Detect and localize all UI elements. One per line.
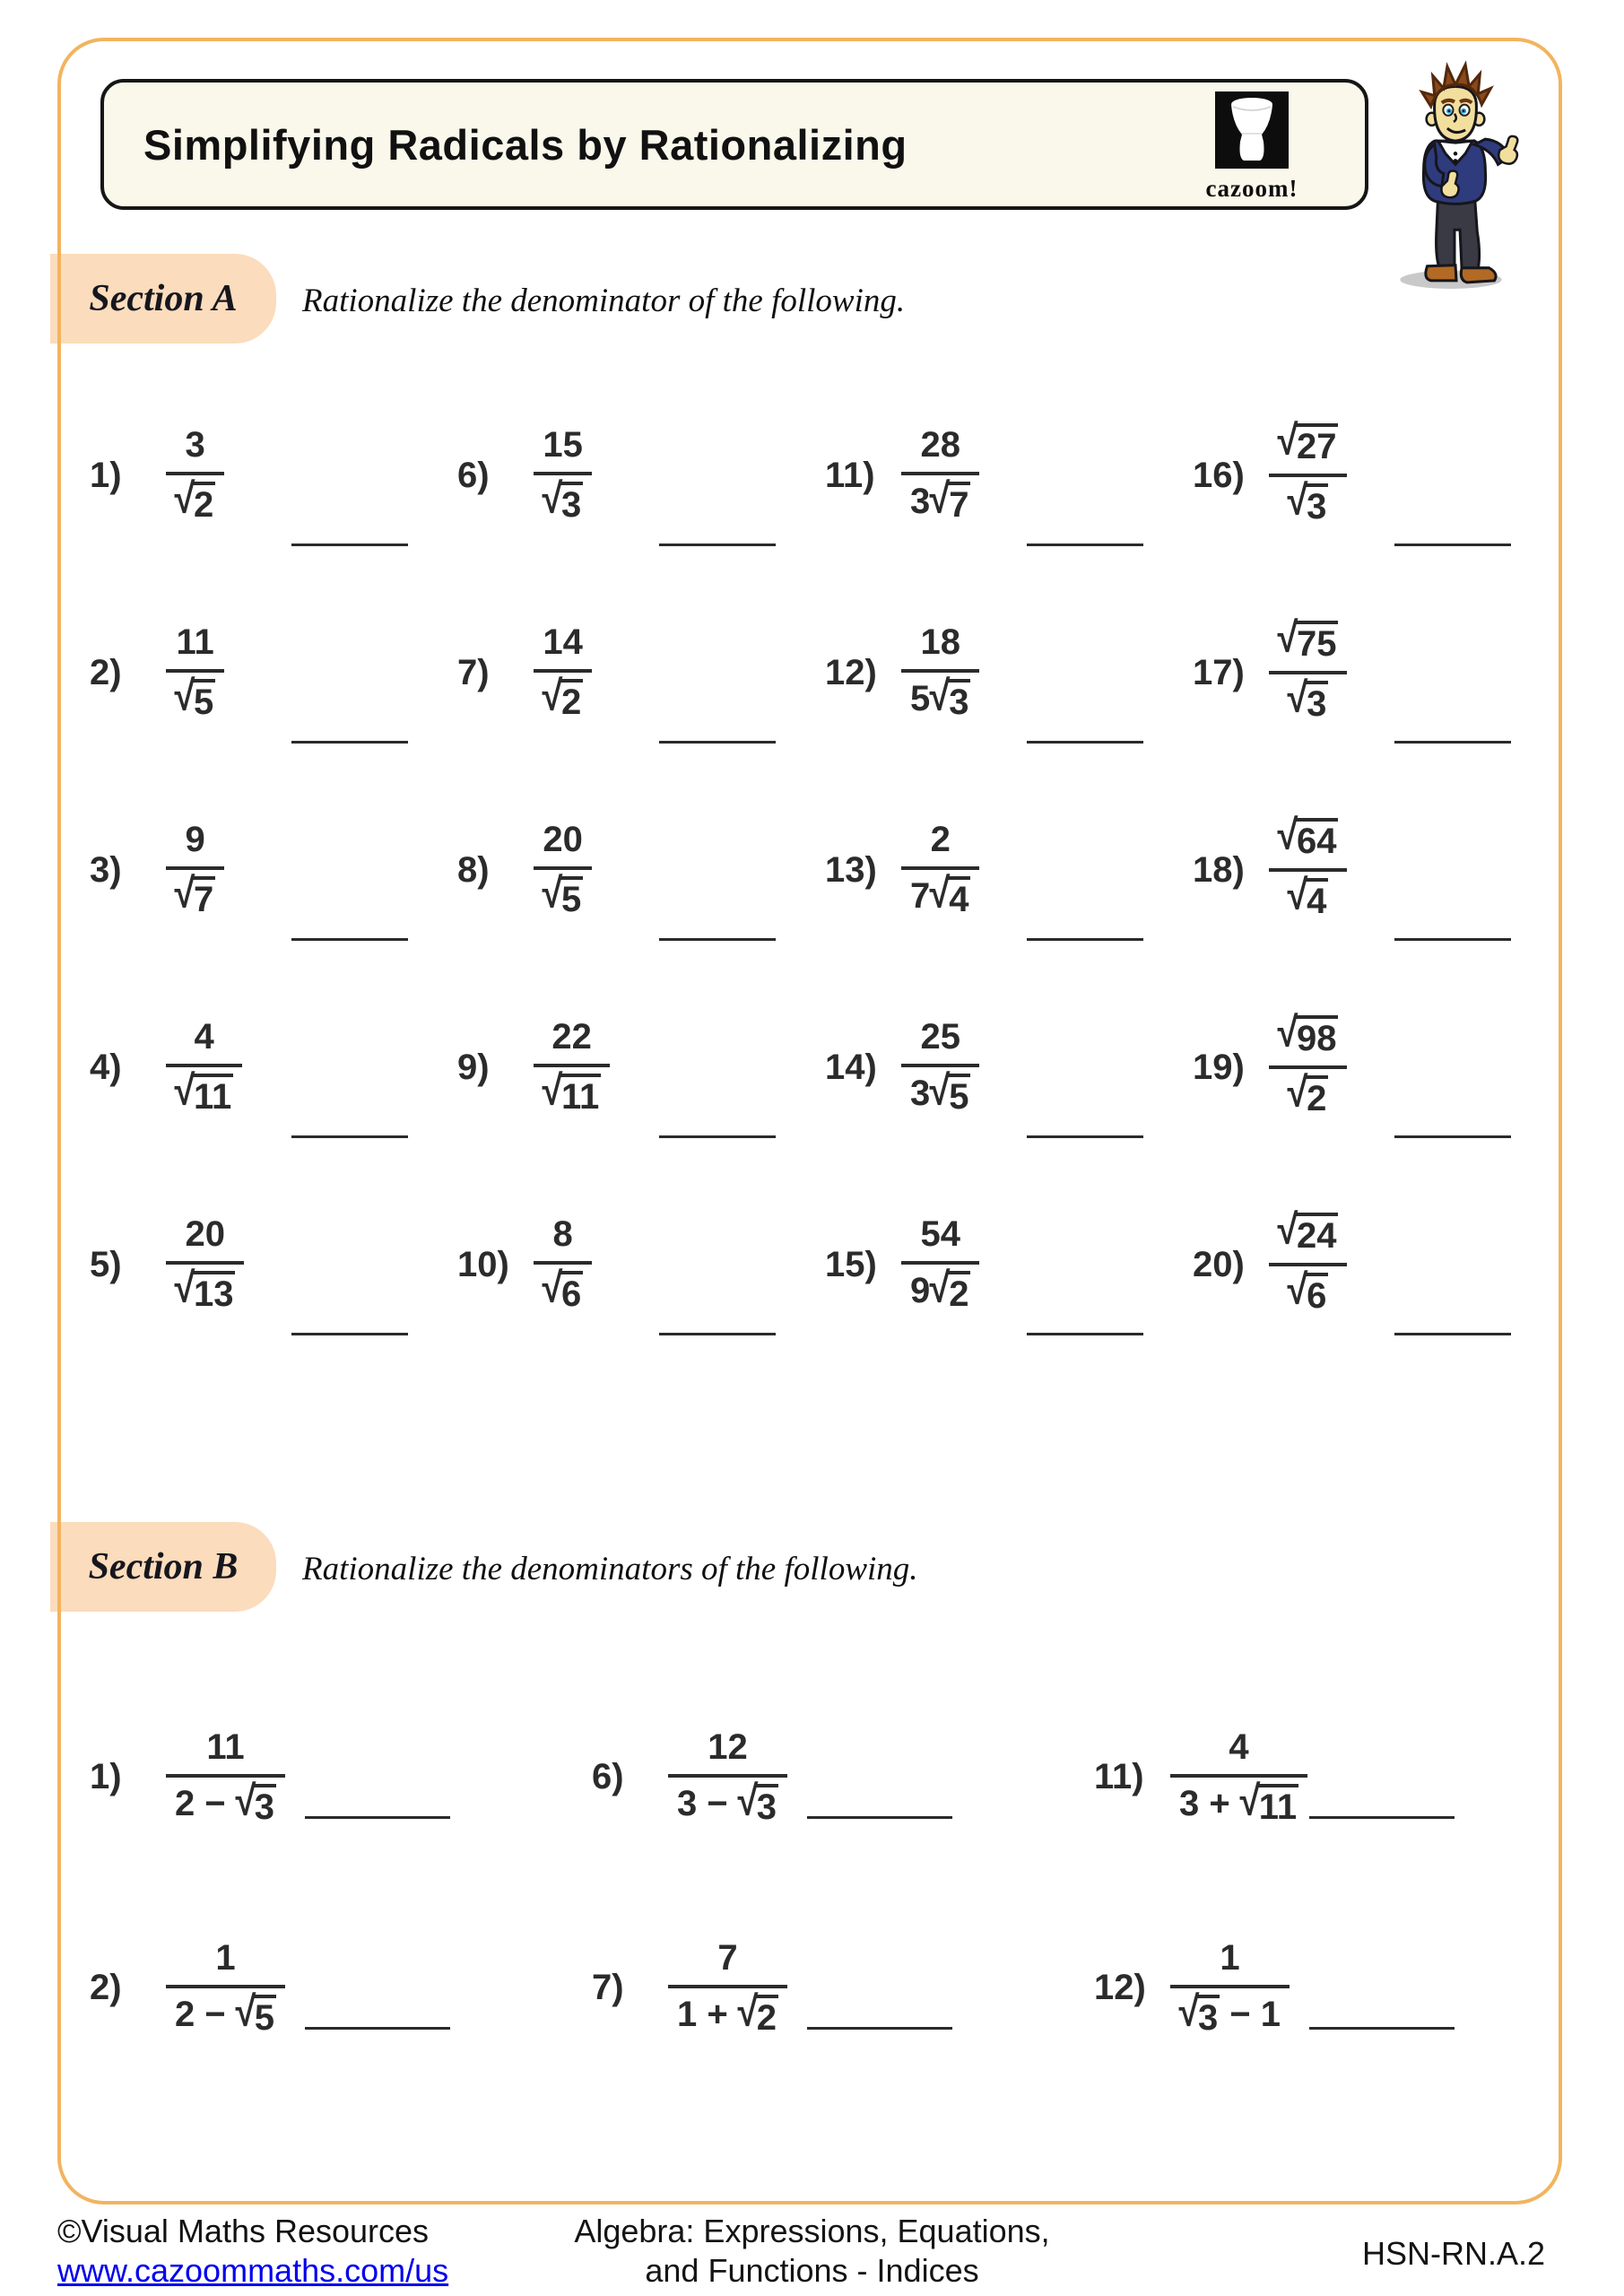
fraction-denominator: 1 + √ 2 <box>668 1985 787 2039</box>
radical-sign: √ <box>174 673 195 720</box>
fraction-denominator <box>1269 671 1347 725</box>
sqrt-expression: √ 4 <box>930 876 970 920</box>
problem-fraction <box>1170 1727 1307 1828</box>
sqrt-expression: √ 5 <box>543 876 583 920</box>
problem-fraction <box>534 1214 592 1315</box>
problem <box>825 771 1193 969</box>
answer-line <box>305 1816 450 1819</box>
answer-line <box>291 544 408 546</box>
fraction-denominator: 2 − √ 3 <box>166 1774 285 1828</box>
problem-fraction <box>901 425 979 526</box>
category-line-2: and Functions - Indices <box>645 2251 979 2289</box>
answer-line <box>1394 741 1511 744</box>
radical-sign: √ <box>542 1067 563 1115</box>
sqrt-expression: √ 3 <box>1179 1995 1220 2039</box>
fraction-denominator <box>534 866 592 920</box>
answer-line <box>1394 1135 1511 1138</box>
fraction-numerator: 7 <box>717 1937 738 1978</box>
fraction-numerator: 3 <box>185 425 205 465</box>
problem-number: 13) <box>825 849 877 890</box>
fraction-denominator <box>534 1064 610 1118</box>
radical-sign: √ <box>929 673 951 720</box>
sqrt-expression: √ 64 <box>1278 818 1338 862</box>
fraction-denominator <box>1269 1065 1347 1119</box>
fraction-numerator: 11 <box>206 1726 245 1767</box>
sqrt-expression: √ 3 <box>1288 483 1328 527</box>
fraction-numerator: 20 <box>185 1214 225 1255</box>
problem-fraction <box>534 1017 610 1118</box>
problem-fraction <box>1269 614 1347 725</box>
problem-fraction <box>901 1214 979 1315</box>
fraction-denominator <box>1269 1263 1347 1317</box>
sqrt-expression: √ 3 <box>543 482 583 526</box>
answer-line <box>659 741 776 744</box>
fraction-numerator: 1 <box>215 1937 236 1978</box>
answer-line <box>291 741 408 744</box>
problem <box>90 1166 457 1363</box>
answer-line <box>291 1135 408 1138</box>
fraction-numerator: 12 <box>708 1726 748 1767</box>
radical-sign: √ <box>1287 1266 1308 1314</box>
fraction-numerator: 2 <box>930 820 951 860</box>
problem <box>90 969 457 1166</box>
answer-line <box>1027 544 1143 546</box>
problem <box>457 771 825 969</box>
problem-number: 6) <box>457 455 490 495</box>
sqrt-expression: √ 5 <box>236 1995 276 2039</box>
fraction-numerator: 4 <box>194 1017 214 1057</box>
answer-line <box>1394 544 1511 546</box>
problem-number: 10) <box>457 1244 509 1284</box>
sqrt-expression: √ 7 <box>930 482 970 526</box>
fraction-numerator: 20 <box>543 820 583 860</box>
category-line-1: Algebra: Expressions, Equations, <box>574 2213 1050 2249</box>
fraction-numerator: 9 <box>185 820 205 860</box>
problem-number: 5) <box>90 1244 122 1284</box>
sqrt-expression: √ 3 <box>1288 681 1328 725</box>
standard-code: HSN-RN.A.2 <box>1361 2235 1545 2272</box>
problem <box>1094 1901 1596 2112</box>
section-a-instruction: Rationalize the denominator of the following. <box>302 283 906 319</box>
problem-fraction <box>668 1727 787 1828</box>
website-link[interactable]: www.cazoommaths.com/us <box>57 2251 449 2289</box>
fraction-denominator: 3 √ 5 <box>901 1064 979 1118</box>
title-box <box>100 79 1368 210</box>
radical-sign: √ <box>1178 1987 1200 2035</box>
fraction-numerator <box>1269 417 1347 474</box>
problem-number: 15) <box>825 1244 877 1284</box>
fraction-denominator <box>166 1261 244 1315</box>
problem <box>1193 969 1560 1166</box>
section-b-problems <box>90 1691 1596 2112</box>
radical-sign: √ <box>542 475 563 523</box>
sqrt-expression: √ 3 <box>236 1784 276 1828</box>
problem-fraction <box>534 425 592 526</box>
problem-number: 1) <box>90 1757 122 1796</box>
fraction-denominator <box>534 1261 592 1315</box>
problem <box>90 377 457 574</box>
sqrt-expression: √ 2 <box>1288 1075 1328 1119</box>
page-title: Simplifying Radicals by Rationalizing <box>143 120 908 169</box>
problem-fraction <box>668 1938 787 2039</box>
fraction-denominator: 2 − √ 5 <box>166 1985 285 2039</box>
fraction-numerator: 54 <box>920 1214 960 1255</box>
problem <box>90 771 457 969</box>
sqrt-expression: √ 3 <box>738 1784 778 1828</box>
problem-fraction <box>1269 1009 1347 1119</box>
radical-sign: √ <box>929 1265 951 1312</box>
fraction-numerator: 11 <box>176 622 214 663</box>
sqrt-expression: √ 5 <box>175 679 215 723</box>
problem <box>592 1691 1094 1901</box>
radical-sign: √ <box>542 673 563 720</box>
fraction-denominator <box>166 866 224 920</box>
problem <box>825 969 1193 1166</box>
sqrt-expression: √ 11 <box>543 1074 601 1118</box>
problem <box>1193 574 1560 771</box>
problem-fraction <box>1170 1938 1290 2039</box>
fraction-denominator <box>166 1064 242 1118</box>
section-a-problems <box>90 377 1560 1363</box>
problem-number: 2) <box>90 652 122 692</box>
problem-fraction <box>901 1017 979 1118</box>
problem <box>1193 377 1560 574</box>
problem-number: 19) <box>1193 1047 1245 1087</box>
problem <box>1193 771 1560 969</box>
answer-line <box>659 938 776 941</box>
sqrt-expression: √ 2 <box>738 1995 778 2039</box>
sqrt-expression: √ 27 <box>1278 423 1338 467</box>
fraction-denominator: 7 √ 4 <box>901 866 979 920</box>
problem <box>825 574 1193 771</box>
sqrt-expression: √ 6 <box>543 1271 583 1315</box>
fraction-numerator <box>1269 1009 1347 1065</box>
fraction-numerator: 18 <box>920 622 960 663</box>
problem <box>825 1166 1193 1363</box>
section-b-badge-label: Section B <box>88 1546 239 1587</box>
radical-sign: √ <box>929 870 951 918</box>
sqrt-expression: √ 98 <box>1278 1015 1338 1059</box>
radical-sign: √ <box>174 475 195 523</box>
problem-number: 17) <box>1193 652 1245 692</box>
answer-line <box>1394 1333 1511 1335</box>
problem-fraction <box>166 1727 285 1828</box>
fraction-denominator: 5 √ 3 <box>901 669 979 723</box>
problem-number: 11) <box>1094 1757 1144 1796</box>
answer-line <box>1027 741 1143 744</box>
problem-number: 11) <box>825 455 875 495</box>
radical-sign: √ <box>1277 812 1298 859</box>
problem-fraction <box>166 425 224 526</box>
radical-sign: √ <box>174 870 195 918</box>
fraction-numerator: 22 <box>551 1017 592 1057</box>
sqrt-expression: √ 4 <box>1288 878 1328 922</box>
problem <box>90 574 457 771</box>
sqrt-expression: √ 2 <box>930 1271 970 1315</box>
answer-line <box>291 938 408 941</box>
problem-fraction <box>534 622 592 723</box>
answer-line <box>807 2027 952 2030</box>
problem-fraction <box>534 820 592 920</box>
problem-fraction <box>1269 1206 1347 1317</box>
problem-fraction <box>901 622 979 723</box>
problem <box>825 377 1193 574</box>
problem-number: 1) <box>90 455 122 495</box>
djembe-drum-icon <box>1215 91 1289 173</box>
sqrt-expression: √ 24 <box>1278 1213 1338 1257</box>
fraction-denominator <box>1269 474 1347 527</box>
radical-sign: √ <box>737 1777 759 1824</box>
fraction-denominator <box>534 472 592 526</box>
problem-number: 9) <box>457 1047 490 1087</box>
problem <box>457 574 825 771</box>
fraction-denominator: 3 + √ 11 <box>1170 1774 1307 1828</box>
radical-sign: √ <box>1277 1206 1298 1254</box>
problem-fraction <box>166 1938 285 2039</box>
radical-sign: √ <box>1277 614 1298 662</box>
fraction-numerator: 4 <box>1229 1726 1249 1767</box>
problem <box>90 1691 592 1901</box>
fraction-numerator: 25 <box>920 1017 960 1057</box>
problem-number: 8) <box>457 849 490 890</box>
problem <box>457 377 825 574</box>
answer-line <box>1027 938 1143 941</box>
fraction-numerator <box>1269 614 1347 671</box>
radical-sign: √ <box>929 475 951 523</box>
problem <box>457 969 825 1166</box>
problem <box>90 1901 592 2112</box>
problem-number: 7) <box>592 1968 624 2007</box>
sqrt-expression: √ 11 <box>175 1074 233 1118</box>
radical-sign: √ <box>1287 1069 1308 1117</box>
sqrt-expression: √ 2 <box>175 482 215 526</box>
sqrt-expression: √ 6 <box>1288 1273 1328 1317</box>
problem-number: 18) <box>1193 849 1245 890</box>
radical-sign: √ <box>1277 417 1298 465</box>
problem-fraction <box>166 1214 244 1315</box>
fraction-denominator: 3 − √ 3 <box>668 1774 787 1828</box>
fraction-denominator <box>1269 868 1347 922</box>
sqrt-expression: √ 75 <box>1278 621 1338 665</box>
problem <box>592 1901 1094 2112</box>
logo-wordmark: cazoom! <box>1205 175 1298 202</box>
radical-sign: √ <box>174 1067 195 1115</box>
section-b-instruction: Rationalize the denominators of the following. <box>302 1551 918 1587</box>
problem-fraction <box>901 820 979 920</box>
fraction-numerator: 14 <box>543 622 583 663</box>
fraction-denominator <box>166 472 224 526</box>
sqrt-expression: √ 3 <box>930 679 970 723</box>
fraction-numerator <box>1269 812 1347 868</box>
radical-sign: √ <box>1239 1777 1261 1824</box>
radical-sign: √ <box>929 1067 951 1115</box>
problem-number: 16) <box>1193 455 1245 495</box>
radical-sign: √ <box>1277 1009 1298 1057</box>
fraction-denominator <box>534 669 592 723</box>
cazoom-logo <box>1180 91 1324 203</box>
radical-sign: √ <box>235 1777 256 1824</box>
sqrt-expression: √ 11 <box>1240 1784 1298 1828</box>
sqrt-expression: √ 7 <box>175 876 215 920</box>
answer-line <box>1309 1816 1455 1819</box>
radical-sign: √ <box>1287 477 1308 525</box>
fraction-numerator <box>1269 1206 1347 1263</box>
answer-line <box>1309 2027 1455 2030</box>
sqrt-expression: √ 2 <box>543 679 583 723</box>
problem <box>1193 1166 1560 1363</box>
problem-number: 4) <box>90 1047 122 1087</box>
fraction-numerator: 1 <box>1220 1937 1240 1978</box>
copyright-text: ©Visual Maths Resources <box>57 2213 430 2249</box>
problem <box>1094 1691 1596 1901</box>
problem-number: 3) <box>90 849 122 890</box>
sqrt-expression: √ 5 <box>930 1074 970 1118</box>
radical-sign: √ <box>1287 872 1308 919</box>
problem-fraction <box>166 1017 242 1118</box>
problem <box>457 1166 825 1363</box>
radical-sign: √ <box>1287 674 1308 722</box>
fraction-numerator: 15 <box>543 425 583 465</box>
fraction-denominator <box>166 669 224 723</box>
sqrt-expression: √ 13 <box>175 1271 235 1315</box>
answer-line <box>1027 1135 1143 1138</box>
problem-fraction <box>1269 812 1347 922</box>
fraction-denominator: 9 √ 2 <box>901 1261 979 1315</box>
answer-line <box>659 544 776 546</box>
radical-sign: √ <box>542 1265 563 1312</box>
answer-line <box>659 1333 776 1335</box>
problem-number: 12) <box>1094 1968 1146 2007</box>
answer-line <box>659 1135 776 1138</box>
answer-line <box>807 1816 952 1819</box>
fraction-numerator: 28 <box>920 425 960 465</box>
problem-number: 2) <box>90 1968 122 2007</box>
problem-fraction <box>1269 417 1347 527</box>
answer-line <box>1027 1333 1143 1335</box>
problem-number: 6) <box>592 1757 624 1796</box>
fraction-denominator: 3 √ 7 <box>901 472 979 526</box>
fraction-denominator: √ 3 − 1 <box>1170 1985 1290 2039</box>
answer-line <box>291 1333 408 1335</box>
problem-fraction <box>166 622 224 723</box>
radical-sign: √ <box>174 1265 195 1312</box>
problem-number: 12) <box>825 652 877 692</box>
radical-sign: √ <box>737 1987 759 2035</box>
radical-sign: √ <box>542 870 563 918</box>
problem-number: 7) <box>457 652 490 692</box>
section-a-badge-label: Section A <box>89 278 238 319</box>
problem-fraction <box>166 820 224 920</box>
radical-sign: √ <box>235 1987 256 2035</box>
answer-line <box>1394 938 1511 941</box>
problem-number: 20) <box>1193 1244 1245 1284</box>
fraction-numerator: 8 <box>552 1214 573 1255</box>
mascot-illustration <box>1386 52 1524 292</box>
answer-line <box>305 2027 450 2030</box>
problem-number: 14) <box>825 1047 877 1087</box>
